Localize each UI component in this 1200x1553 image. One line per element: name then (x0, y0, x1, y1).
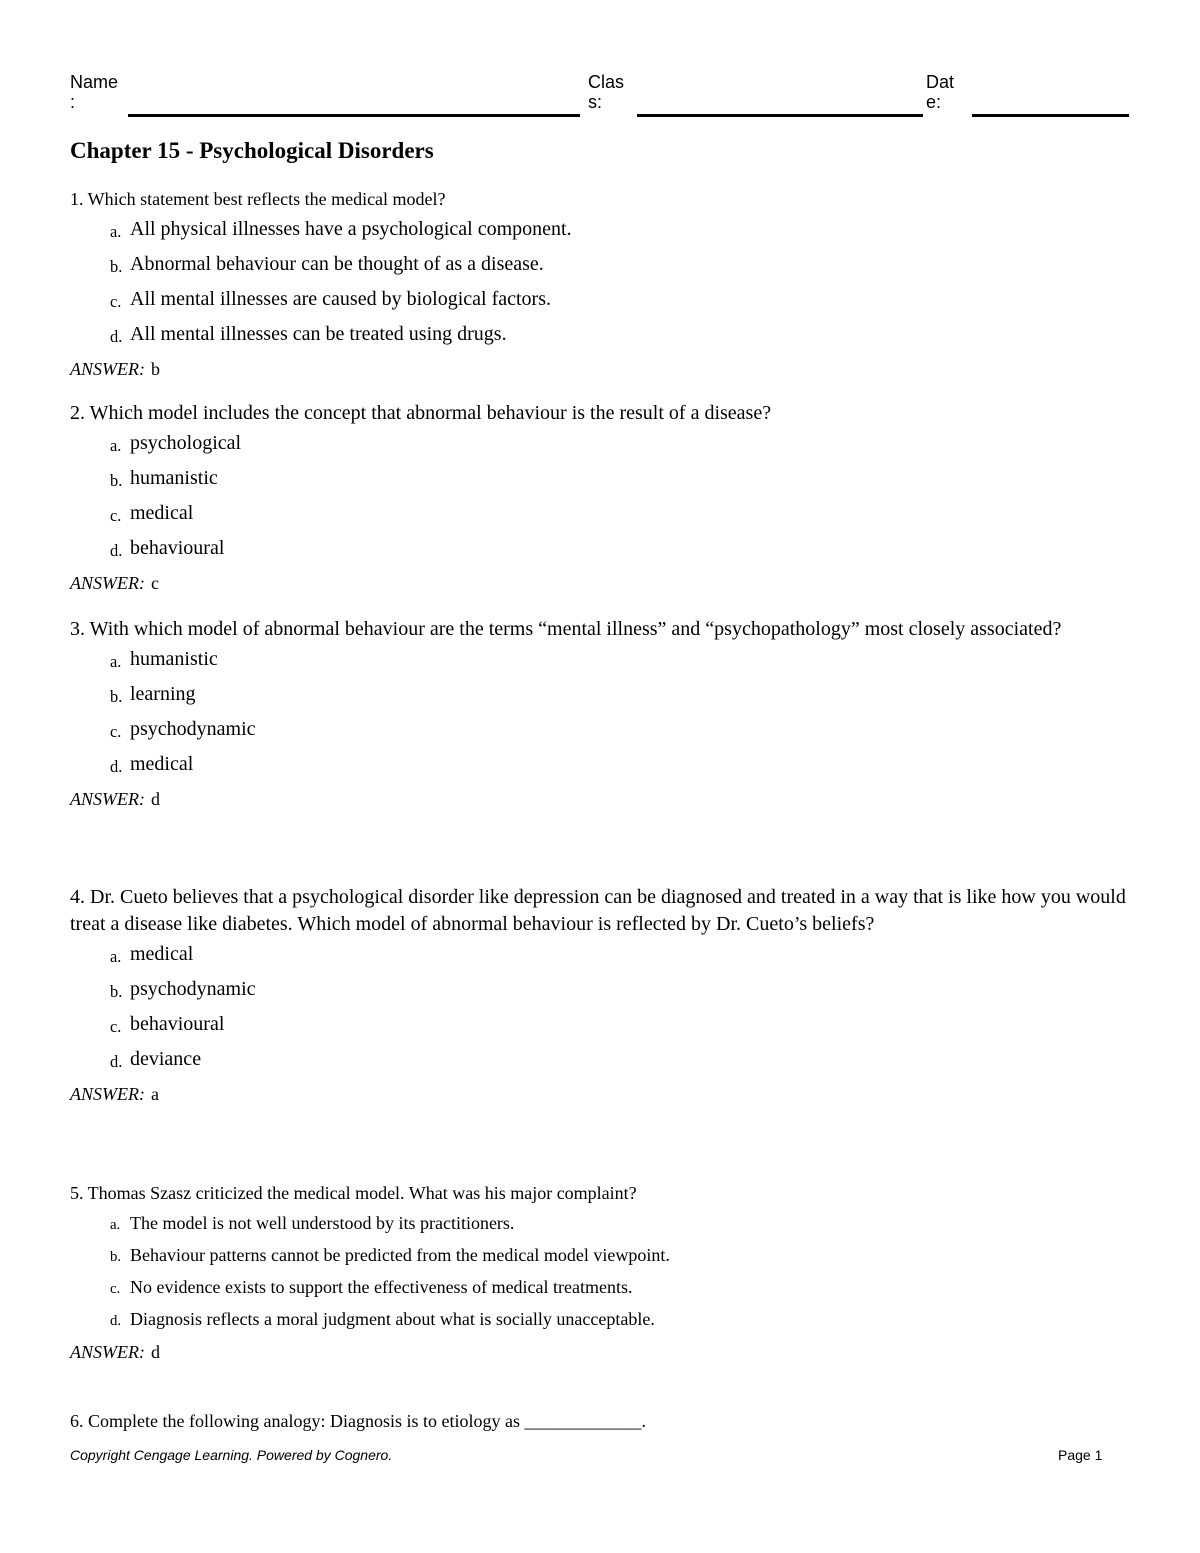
option-letter: d. (110, 541, 123, 560)
answer-label: ANSWER: (70, 1342, 145, 1362)
option-c[interactable] (110, 286, 1130, 315)
answer-value: b (150, 359, 160, 379)
answer-line (70, 356, 1130, 383)
answer-label: ANSWER: (70, 1084, 145, 1104)
option-letter: b. (110, 982, 123, 1001)
answer-value: d (150, 789, 160, 809)
option-letter: b. (110, 471, 123, 490)
question-stem: 1. Which statement best reflects the medical model? (70, 189, 446, 209)
option-text: behavioural (130, 1013, 225, 1035)
option-text: All mental illnesses can be treated using drugs. (130, 323, 507, 345)
name-field[interactable] (128, 114, 580, 117)
date-field[interactable] (972, 114, 1129, 117)
question-stem: 4. Dr. Cueto believes that a psychological disorder like depression can be diagnosed and treated in a way that is like how you would treat a disease like diabetes. Which model of abnormal behaviour is reflected by Dr. Cueto’s beliefs? (70, 886, 1126, 935)
option-letter: c. (110, 1017, 122, 1036)
option-text: learning (130, 683, 196, 705)
answer-line (70, 786, 1130, 813)
question-stem: 2. Which model includes the concept that abnormal behaviour is the result of a disease? (70, 402, 772, 424)
option-letter: d. (110, 327, 123, 346)
question-2 (70, 400, 1130, 597)
answer-line (70, 570, 1130, 597)
option-letter: a. (110, 222, 122, 241)
option-text: humanistic (130, 648, 218, 670)
option-letter: c. (110, 722, 122, 741)
question-stem: 5. Thomas Szasz criticized the medical model. What was his major complaint? (70, 1183, 637, 1203)
option-text: No evidence exists to support the effectiveness of medical treatments. (130, 1277, 633, 1297)
option-b[interactable] (110, 976, 1130, 1005)
option-letter: b. (110, 257, 123, 276)
name-label-line1: Name (70, 72, 119, 92)
option-letter: b. (110, 1249, 122, 1265)
class-label (588, 72, 624, 112)
option-letter: d. (110, 1313, 122, 1329)
option-a[interactable] (110, 430, 1130, 459)
option-letter: c. (110, 1281, 121, 1297)
option-letter: a. (110, 652, 122, 671)
option-c[interactable] (110, 1011, 1130, 1040)
option-a[interactable] (110, 646, 1130, 675)
option-text: psychological (130, 432, 242, 454)
option-text: Behaviour patterns cannot be predicted from the medical model viewpoint. (130, 1245, 670, 1265)
question-1 (70, 186, 1130, 383)
answer-value: c (150, 573, 159, 593)
option-d[interactable] (110, 535, 1130, 564)
answer-label: ANSWER: (70, 573, 145, 593)
option-c[interactable] (110, 1274, 1130, 1303)
name-label (70, 72, 118, 112)
option-d[interactable] (110, 321, 1130, 350)
question-stem: 3. With which model of abnormal behaviour are the terms “mental illness” and “psychopathology” most closely associated? (70, 618, 1062, 640)
date-label-line2: e: (926, 92, 942, 112)
option-d[interactable] (110, 1046, 1130, 1075)
question-stem: 6. Complete the following analogy: Diagnosis is to etiology as _____________. (70, 1411, 646, 1431)
option-d[interactable] (110, 1306, 1130, 1335)
answer-value: a (150, 1084, 159, 1104)
option-b[interactable] (110, 251, 1130, 280)
option-text: psychodynamic (130, 718, 256, 740)
page-number: Page 1 (1058, 1447, 1103, 1463)
class-label-line1: Clas (588, 72, 625, 92)
answer-line (70, 1081, 1130, 1108)
option-letter: c. (110, 506, 122, 525)
option-text: medical (130, 753, 194, 775)
question-6 (70, 1408, 1130, 1435)
option-c[interactable] (110, 500, 1130, 529)
option-text: psychodynamic (130, 978, 256, 1000)
option-text: All physical illnesses have a psychological component. (130, 218, 572, 240)
option-letter: b. (110, 687, 123, 706)
answer-label: ANSWER: (70, 359, 145, 379)
option-text: medical (130, 943, 194, 965)
question-3 (70, 616, 1130, 813)
question-5 (70, 1180, 1130, 1366)
answer-label: ANSWER: (70, 789, 145, 809)
answer-line (70, 1339, 1130, 1366)
option-text: humanistic (130, 467, 218, 489)
option-text: Diagnosis reflects a moral judgment about what is socially unacceptable. (130, 1309, 655, 1329)
option-a[interactable] (110, 941, 1130, 970)
chapter-title: Chapter 15 - Psychological Disorders (70, 138, 434, 163)
option-letter: a. (110, 1217, 121, 1233)
option-letter: d. (110, 757, 123, 776)
option-text: deviance (130, 1048, 202, 1070)
option-d[interactable] (110, 751, 1130, 780)
answer-value: d (150, 1342, 160, 1362)
option-text: The model is not well understood by its practitioners. (130, 1213, 515, 1233)
option-letter: a. (110, 436, 122, 455)
option-c[interactable] (110, 716, 1130, 745)
option-text: All mental illnesses are caused by biological factors. (130, 288, 551, 310)
copyright-text: Copyright Cengage Learning. Powered by Cognero. (70, 1447, 393, 1463)
option-text: behavioural (130, 537, 225, 559)
option-letter: a. (110, 947, 122, 966)
option-b[interactable] (110, 1242, 1130, 1271)
option-b[interactable] (110, 681, 1130, 710)
option-letter: d. (110, 1052, 123, 1071)
class-label-line2: s: (588, 92, 603, 112)
date-label (926, 72, 954, 112)
option-a[interactable] (110, 1210, 1130, 1239)
date-label-line1: Dat (926, 72, 955, 92)
class-field[interactable] (637, 114, 923, 117)
option-text: Abnormal behaviour can be thought of as a disease. (130, 253, 544, 275)
option-text: medical (130, 502, 194, 524)
option-a[interactable] (110, 216, 1130, 245)
question-4 (70, 884, 1130, 1108)
option-b[interactable] (110, 465, 1130, 494)
option-letter: c. (110, 292, 122, 311)
name-label-line2: : (70, 92, 76, 112)
